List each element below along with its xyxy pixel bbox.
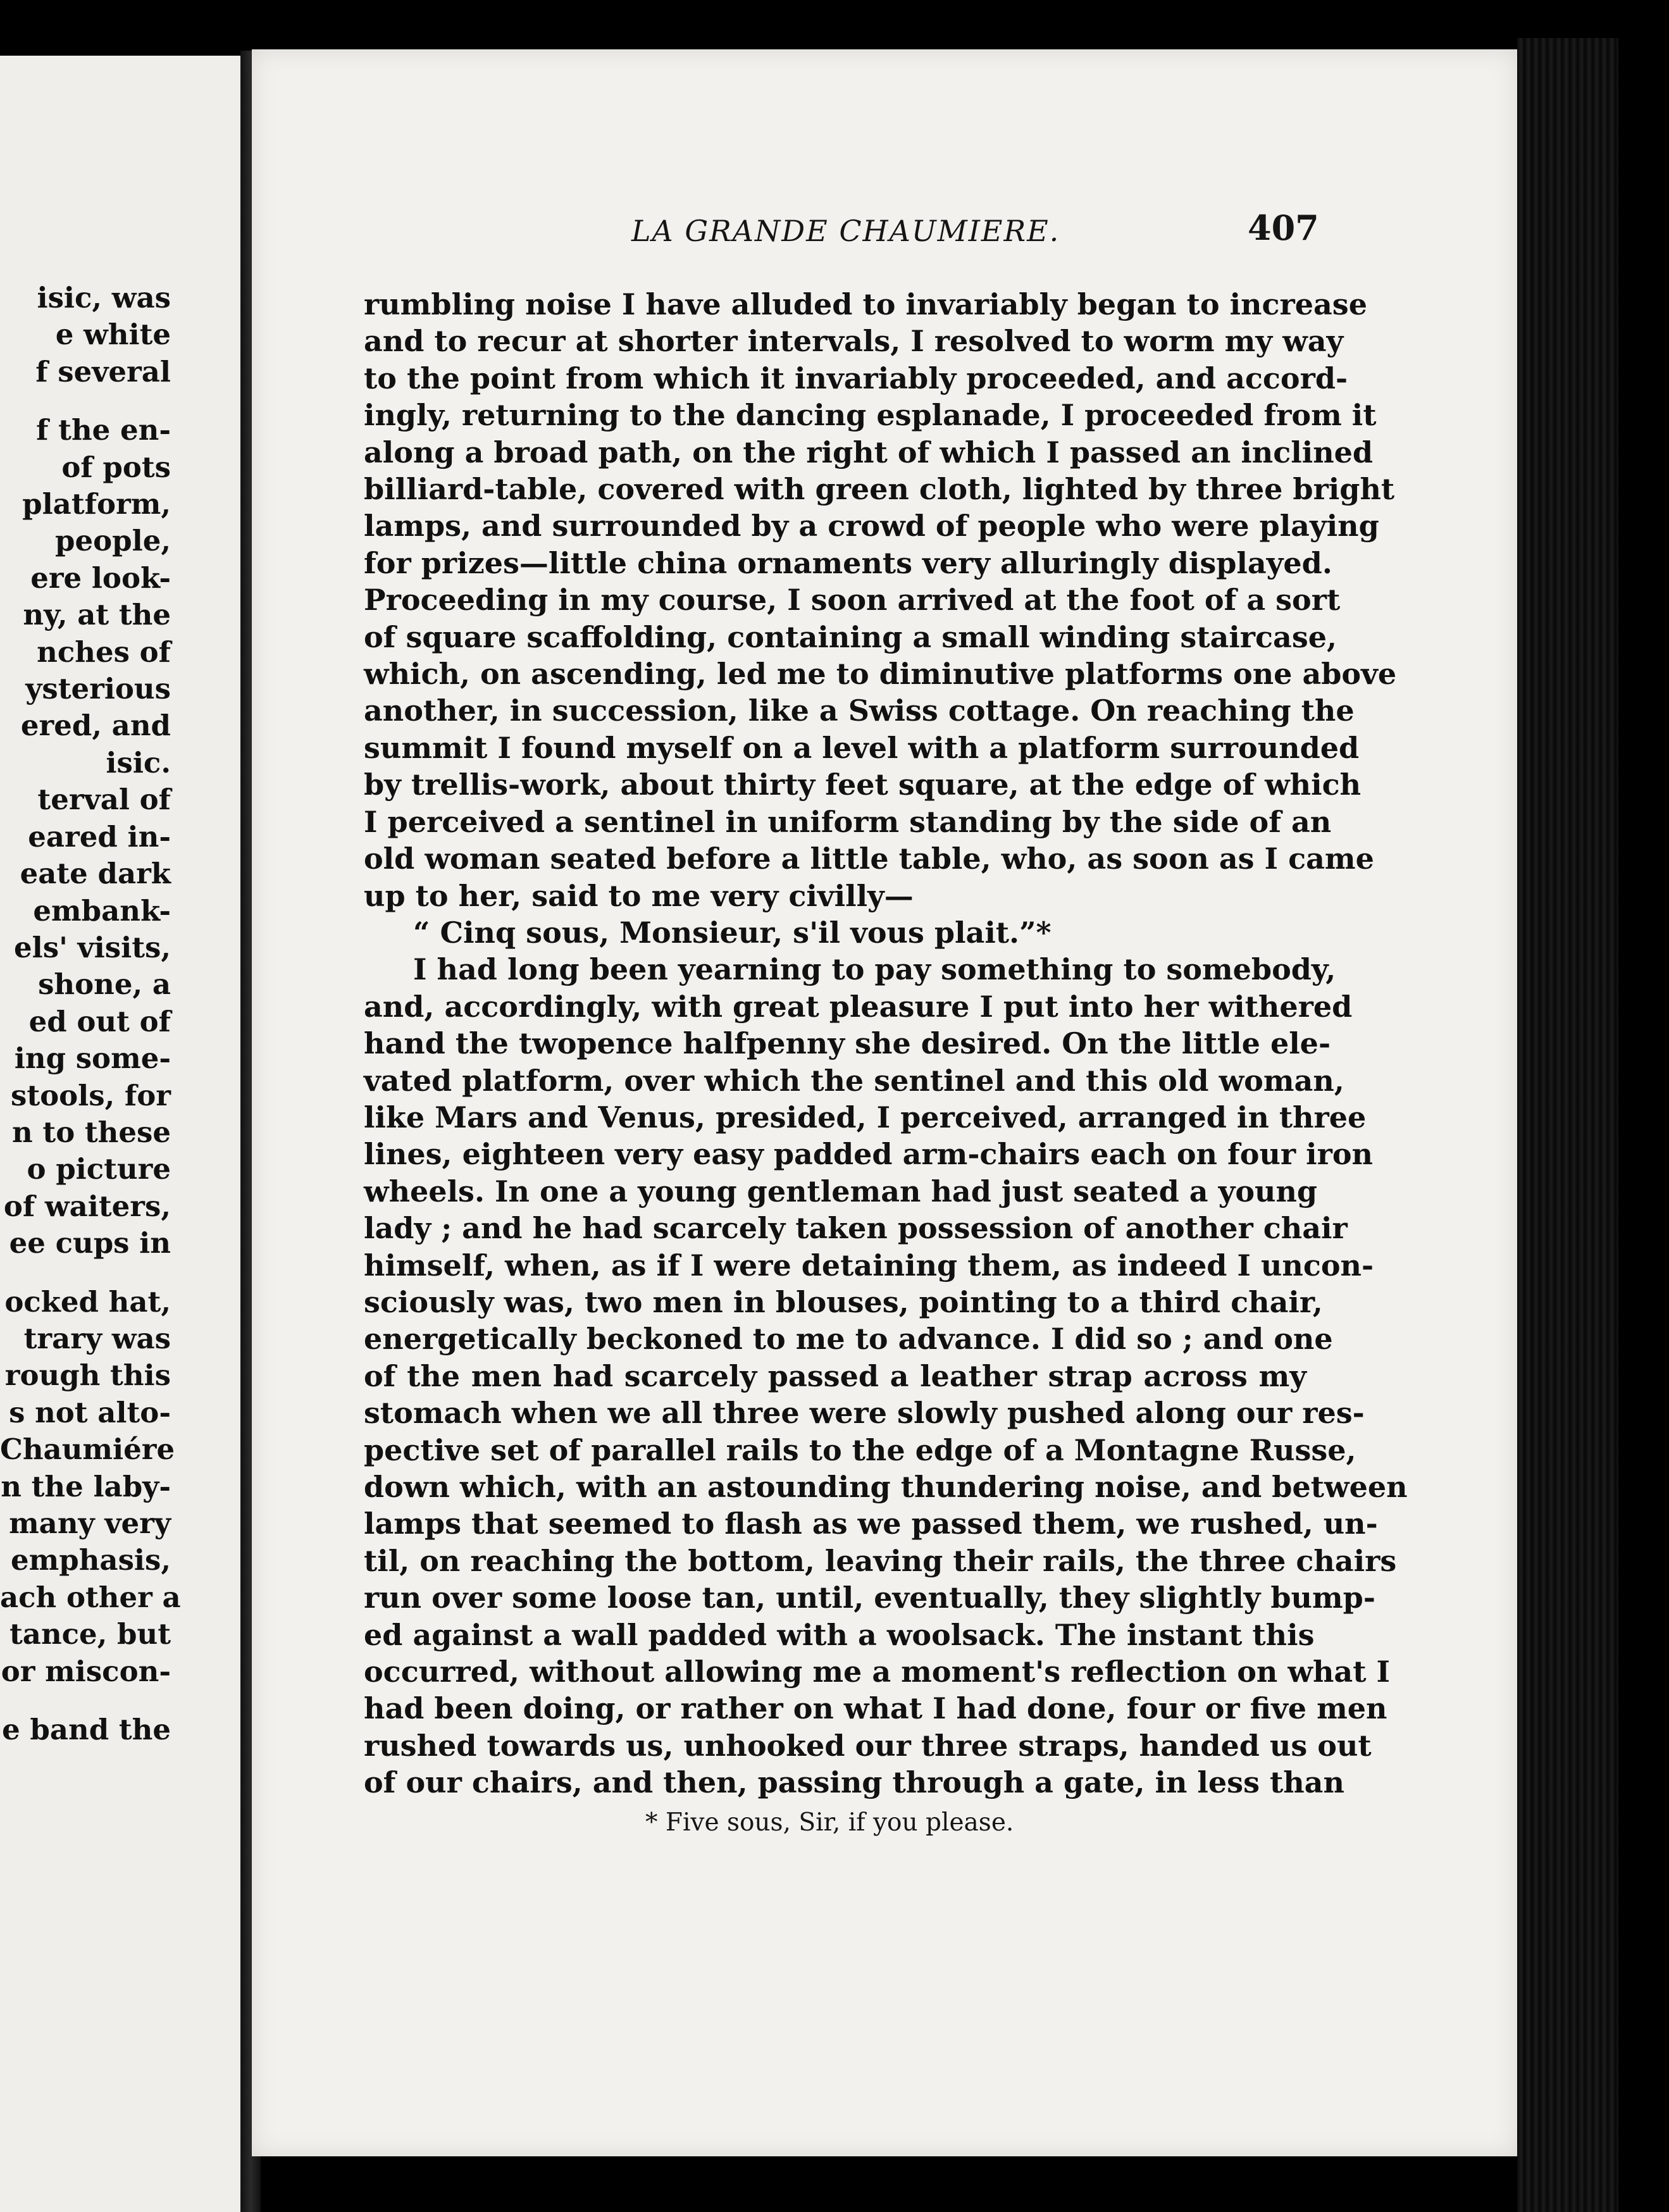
left-page-line: s not alto- <box>9 1395 171 1429</box>
left-page-line: emphasis, <box>10 1543 171 1577</box>
left-page-line: n the laby- <box>1 1469 171 1503</box>
body-line: wheels. In one a young gentleman had just seated a young <box>364 1174 1318 1209</box>
left-page-line: many very <box>9 1507 171 1540</box>
left-page-line: eared in- <box>28 819 171 854</box>
left-page-line: ed out of <box>28 1004 171 1038</box>
left-page-line: o picture <box>27 1152 171 1186</box>
body-line: like Mars and Venus, presided, I perceived, arranged in three <box>364 1100 1367 1134</box>
left-page-line: tance, but <box>9 1617 171 1651</box>
left-page-line: shone, a <box>38 967 171 1002</box>
body-line: and, accordingly, with great pleasure I put into her withered <box>364 989 1353 1024</box>
left-page-line: ered, and <box>20 709 171 743</box>
left-page-line: isic. <box>106 745 171 780</box>
page-edges <box>1517 38 1618 2212</box>
body-line: occurred, without allowing me a moment's reflection on what I <box>364 1655 1390 1689</box>
left-page-line: isic, was <box>37 281 171 314</box>
body-line: pective set of parallel rails to the edge of a Montagne Russe, <box>364 1432 1356 1467</box>
body-line: hand the twopence halfpenny she desired. On the little ele- <box>364 1026 1331 1061</box>
body-line: I perceived a sentinel in uniform standing by the side of an <box>364 804 1332 839</box>
body-line: of our chairs, and then, passing through a gate, in less than <box>364 1765 1344 1800</box>
body-line: billiard-table, covered with green cloth, lighted by three bright <box>364 472 1395 507</box>
left-page-line: ocked hat, <box>4 1284 171 1319</box>
left-page-line: ysterious <box>25 672 171 706</box>
left-page-line: ing some- <box>14 1041 171 1076</box>
body-line: rushed towards us, unhooked our three straps, handed us out <box>364 1728 1372 1763</box>
left-line-gap <box>0 1690 171 1712</box>
body-line: of square scaffolding, containing a small winding staircase, <box>364 619 1337 654</box>
left-page-line: trary was <box>23 1321 171 1355</box>
body-line: up to her, said to me very civilly— <box>364 878 914 913</box>
footnote: * Five sous, Sir, if you please. <box>645 1808 1014 1837</box>
left-page-line: ny, at the <box>23 598 171 632</box>
body-line: lamps that seemed to flash as we passed them, we rushed, un- <box>364 1507 1378 1541</box>
body-line: Proceeding in my course, I soon arrived at the foot of a sort <box>364 583 1341 618</box>
left-page-line: terval of <box>37 783 171 817</box>
left-page-line: people, <box>55 524 171 558</box>
left-page-line: Chaumiére <box>0 1432 175 1467</box>
left-page-line: ach other a <box>0 1580 181 1614</box>
body-line: by trellis-work, about thirty feet square, at the edge of which <box>364 767 1362 802</box>
left-page-text <box>0 280 181 1748</box>
body-line: summit I found myself on a level with a platform surrounded <box>364 730 1360 765</box>
body-line: to the point from which it invariably proceeded, and accord- <box>364 361 1348 395</box>
left-page-line: eate dark <box>20 857 171 891</box>
left-page-line: nches of <box>37 635 171 669</box>
body-line: rumbling noise I have alluded to invariably began to increase <box>364 287 1367 321</box>
body-line: lines, eighteen very easy padded arm-chairs each on four iron <box>364 1137 1373 1172</box>
left-page-line: of waiters, <box>3 1189 171 1223</box>
left-page-line: rough this <box>4 1358 171 1393</box>
body-line: lady ; and he had scarcely taken possession of another chair <box>364 1211 1348 1246</box>
body-line: “ Cinq sous, Monsieur, s'il vous plait.”* <box>413 915 1052 950</box>
left-page-line: stools, for <box>11 1078 171 1112</box>
left-page-line: ee cups in <box>9 1226 171 1260</box>
page-number: 407 <box>1248 208 1319 248</box>
left-page-line: of pots <box>61 450 171 484</box>
body-line: another, in succession, like a Swiss cottage. On reaching the <box>364 693 1355 728</box>
left-page-line: embank- <box>33 893 171 928</box>
left-page-line: f the en- <box>36 413 171 447</box>
body-line: lamps, and surrounded by a crowd of people who were playing <box>364 509 1379 544</box>
body-line: I had long been yearning to pay something to somebody, <box>413 952 1336 987</box>
left-page-line: f several <box>35 354 171 388</box>
left-page-line: e white <box>55 318 171 352</box>
left-page-line: platform, <box>22 487 171 521</box>
left-page-line: els' visits, <box>14 930 171 964</box>
body-line: along a broad path, on the right of which I passed an inclined <box>364 435 1374 469</box>
body-line: himself, when, as if I were detaining them, as indeed I uncon- <box>364 1248 1374 1283</box>
body-line: energetically beckoned to me to advance. I did so ; and one <box>364 1322 1333 1357</box>
body-line: had been doing, or rather on what I had done, four or five men <box>364 1691 1387 1726</box>
body-line: vated platform, over which the sentinel and this old woman, <box>364 1063 1344 1098</box>
left-page-line: n to these <box>12 1115 171 1149</box>
body-line: of the men had scarcely passed a leather strap across my <box>364 1358 1306 1393</box>
body-line: down which, with an astounding thundering noise, and between <box>364 1470 1408 1504</box>
body-line: run over some loose tan, until, eventually, they slightly bump- <box>364 1581 1375 1615</box>
body-line: sciously was, two men in blouses, pointing to a third chair, <box>364 1284 1323 1319</box>
left-line-gap <box>0 390 171 412</box>
body-line: ingly, returning to the dancing esplanade, I proceeded from it <box>364 398 1377 433</box>
left-line-gap <box>0 1262 171 1284</box>
left-page-line: or miscon- <box>1 1654 171 1688</box>
body-line: and to recur at shorter intervals, I resolved to worm my way <box>364 324 1344 359</box>
body-line: stomach when we all three were slowly pushed along our res- <box>364 1396 1365 1431</box>
body-line: for prizes—little china ornaments very alluringly displayed. <box>364 545 1332 580</box>
running-head: LA GRANDE CHAUMIERE. <box>631 214 1060 248</box>
left-page-line: e band the <box>2 1713 171 1747</box>
body-line: which, on ascending, led me to diminutive platforms one above <box>364 657 1397 692</box>
body-line: ed against a wall padded with a woolsack. The instant this <box>364 1617 1315 1652</box>
body-line: til, on reaching the bottom, leaving their rails, the three chairs <box>364 1543 1397 1578</box>
left-page-line: ere look- <box>30 561 171 595</box>
left-page-fragment <box>0 56 240 2212</box>
body-text <box>364 286 1408 1801</box>
body-line: old woman seated before a little table, who, as soon as I came <box>364 842 1374 876</box>
